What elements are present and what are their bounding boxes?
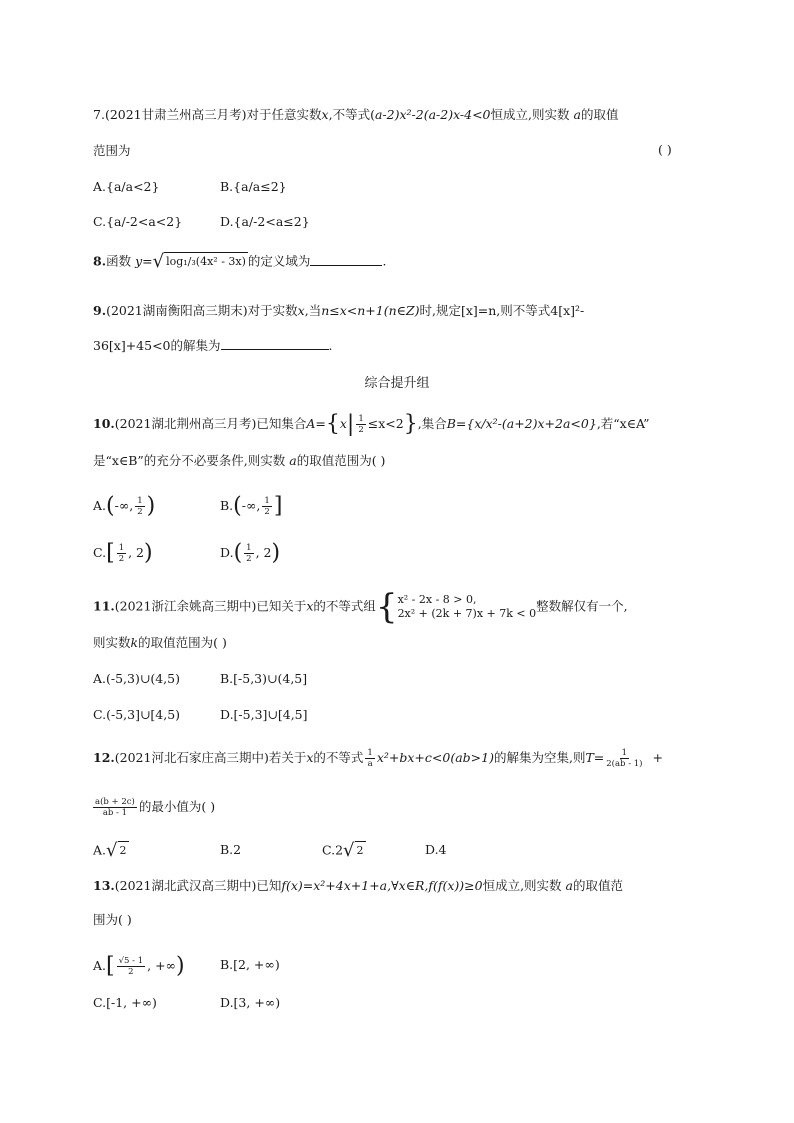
fraction-denominator: 2(ab - 1)	[606, 759, 643, 769]
q12-T: T=	[585, 750, 605, 765]
q13-options-row2	[93, 994, 281, 1012]
q13-var: a	[565, 878, 573, 893]
q11-number: 11.	[93, 598, 115, 614]
q12-fraction-2	[606, 748, 642, 769]
q10-option-a-fraction	[135, 496, 144, 517]
fraction-numerator: 1	[246, 543, 252, 553]
q10-setB: B={x/x²-(a+2)x+2a<0}	[446, 416, 597, 431]
q13-option-a-label: A.	[93, 958, 107, 973]
q11-text: 则实数	[93, 635, 131, 650]
q10-source: (2021湖北荆州高三月考)	[114, 416, 257, 431]
q13-option-a-fraction	[117, 956, 146, 977]
q10-option-b-label: B.	[220, 498, 234, 513]
q11-options-row2	[93, 706, 308, 724]
q9-line2	[93, 337, 333, 355]
section-title: 综合提升组	[364, 376, 430, 391]
fraction-numerator: a(b + 2c)	[95, 797, 135, 807]
q12-text: 若关于	[268, 750, 307, 765]
right-paren-icon: )	[146, 493, 156, 519]
q10-option-d-fraction	[244, 543, 253, 564]
q10-option-d-end: , 2	[255, 545, 272, 560]
q11-system	[375, 587, 537, 627]
q13-line2: 围为( )	[93, 912, 132, 927]
q12-fraction-3	[93, 797, 137, 818]
q10-option-b	[220, 493, 283, 519]
q12-text: 的不等式	[313, 750, 364, 765]
right-paren-icon: )	[144, 540, 153, 566]
q10-setA-cond: ≤x<2	[367, 416, 404, 431]
q11-text: 的取值范围为( )	[138, 635, 227, 650]
left-paren-icon: (	[233, 493, 242, 519]
fraction-denominator: a	[367, 759, 373, 769]
q9-line1	[93, 302, 584, 320]
q7-line2: 范围为	[93, 143, 131, 158]
q8-answer-blank	[310, 253, 382, 266]
q12-options	[93, 840, 447, 861]
left-paren-icon: (	[233, 540, 243, 566]
q12-option-a-label: A.	[93, 842, 107, 858]
left-paren-icon: (	[106, 493, 115, 519]
q7-option-b: B.{a/a≤2}	[220, 179, 287, 194]
q9-var: x	[297, 303, 305, 318]
q11-text: 的不等式组	[313, 598, 376, 614]
q10-var: a	[289, 453, 297, 468]
sqrt-icon: √	[343, 840, 355, 861]
q13-option-d: D.[3, +∞)	[220, 995, 281, 1010]
right-paren-icon: )	[271, 540, 281, 566]
q9-text: ,当	[304, 303, 322, 318]
q12-option-a-sqrt	[106, 841, 128, 861]
q13-number: 13.	[93, 878, 115, 893]
q10-option-c-label: C.	[93, 545, 107, 560]
q13-source: (2021湖北武汉高三期中)	[114, 878, 257, 893]
q7-text: ,不等式(	[328, 107, 375, 122]
q13-line1	[93, 877, 623, 895]
q8-line	[93, 252, 386, 272]
q10-line1	[93, 411, 650, 437]
q8-sqrt	[153, 252, 248, 272]
q10-setA-var: x	[339, 416, 347, 431]
q7-line1	[93, 106, 618, 124]
q10-option-d-label: D.	[220, 545, 234, 560]
q9-text: 对于实数	[247, 303, 298, 318]
q11-option-d: D.[-5,3]∪[4,5]	[220, 707, 308, 722]
q9-condition: n≤x<n+1(n∈Z)	[321, 303, 420, 318]
q9-source: (2021湖南衡阳高三期末)	[106, 303, 248, 318]
q12-inequality: x²+bx+c<0(ab>1)	[376, 750, 494, 765]
q11-option-c: C.(-5,3]∪[4,5)	[93, 707, 181, 722]
q10-options-row2	[93, 540, 281, 566]
q7-option-d: D.{a/-2<a≤2}	[220, 214, 310, 229]
q7-var: a	[573, 107, 581, 122]
q10-option-b-body: -∞,	[241, 498, 261, 513]
q9-number: 9.	[93, 303, 107, 318]
q7-options-row2	[93, 213, 310, 231]
q11-option-b: B.[-5,3)∪(4,5]	[220, 671, 308, 686]
q8-text: 的定义域为	[247, 253, 311, 269]
q12-number: 12.	[93, 750, 115, 765]
q7-answer-paren: ( )	[658, 142, 672, 157]
q12-line2	[93, 797, 215, 818]
q7-text: 对于任意实数	[246, 107, 322, 122]
q12-option-a-radicand: 2	[118, 841, 129, 861]
q12-fraction-1	[365, 748, 374, 769]
q10-options-row1	[93, 493, 283, 519]
q11-text: 整数解仅有一个,	[536, 598, 628, 614]
fraction-denominator: ab - 1	[102, 808, 128, 818]
q7-number: 7.	[93, 107, 105, 122]
q8-number: 8.	[93, 253, 107, 269]
q11-line2	[93, 634, 227, 652]
q10-text: ,若“x∈A”	[596, 416, 650, 431]
left-bracket-icon: [	[106, 540, 115, 566]
q11-text: 已知关于	[256, 598, 307, 614]
right-brace-icon: }	[403, 411, 418, 437]
q12-option-c	[322, 841, 366, 861]
q11-options-row1	[93, 670, 308, 688]
q7-text: 的取值	[580, 107, 619, 122]
q12-line1	[93, 748, 663, 769]
q12-plus: +	[652, 750, 663, 765]
q10-setA-fraction	[356, 414, 365, 435]
q10-text: 已知集合	[256, 416, 307, 431]
fraction-denominator: 2	[128, 967, 134, 977]
q9-text: 的解集为	[170, 338, 221, 353]
q9-answer-blank	[221, 337, 329, 350]
fraction-numerator: 1	[621, 748, 628, 758]
sqrt-icon: √	[106, 840, 118, 861]
q12-option-c-sqrt	[343, 841, 365, 861]
q13-text: 恒成立,则实数	[482, 878, 562, 893]
divider-bar-icon: |	[346, 411, 355, 437]
q12-option-c-label: C.2	[322, 842, 344, 858]
fraction-denominator: 2	[118, 554, 125, 564]
right-bracket-icon: ]	[273, 493, 283, 519]
q13-option-c: C.[-1, +∞)	[93, 995, 157, 1010]
q12-option-d: D.4	[425, 842, 447, 857]
q12-text: 的解集为空集,则	[493, 750, 586, 765]
q12-source: (2021河北石家庄高三期中)	[114, 750, 269, 765]
q13-option-a-end: , +∞	[147, 958, 176, 973]
fraction-numerator: 1	[137, 496, 143, 506]
q13-option-b: B.[2, +∞)	[220, 957, 280, 972]
q13-options-row1	[93, 953, 280, 979]
q9-end: .	[328, 338, 333, 353]
q12-option-c-radicand: 2	[355, 841, 366, 861]
q10-option-a-body: -∞,	[114, 498, 134, 513]
q8-end: .	[382, 253, 387, 269]
q11-source: (2021浙江余姚高三期中)	[114, 598, 257, 614]
fraction-numerator: √5 - 1	[118, 956, 144, 966]
q13-text: 的取值范	[573, 878, 624, 893]
fraction-numerator: 1	[367, 748, 373, 758]
fraction-numerator: 1	[118, 543, 125, 553]
fraction-numerator: 1	[358, 414, 364, 424]
q10-option-c-fraction	[117, 543, 126, 564]
q10-option-c-end: , 2	[128, 545, 145, 560]
fraction-numerator: 1	[264, 496, 270, 506]
q12-var: x	[306, 750, 314, 765]
q11-option-a: A.(-5,3)∪(4,5)	[93, 671, 180, 686]
left-brace-icon: {	[375, 587, 398, 627]
q12-text: 的最小值为( )	[138, 799, 216, 814]
q11-var: x	[306, 598, 314, 614]
fraction-denominator: 2	[264, 507, 270, 517]
q12-option-b: B.2	[220, 842, 242, 857]
q10-number: 10.	[93, 416, 115, 431]
q10-option-d	[220, 540, 281, 566]
q11-row1: x² - 2x - 8 > 0,	[397, 593, 477, 606]
q10-line2	[93, 452, 385, 470]
q7-var: x	[321, 107, 329, 122]
q10-text: 的取值范围为( )	[296, 453, 386, 468]
q10-text: ,集合	[417, 416, 447, 431]
q7-source: (2021甘肃兰州高三月考)	[104, 107, 247, 122]
q10-text: 是“x∈B”的充分不必要条件,则实数	[93, 453, 286, 468]
q13-text: 已知	[256, 878, 282, 893]
fraction-denominator: 2	[137, 507, 143, 517]
q11-var: k	[130, 635, 139, 650]
q7-option-a: A.{a/a<2}	[93, 179, 160, 194]
q10-setA: A=	[306, 416, 326, 431]
q10-option-a-label: A.	[93, 498, 107, 513]
q11-line1	[93, 587, 628, 627]
q9-text: 时,规定[x]=n,则不等式4[x]²-	[419, 303, 585, 318]
q7-options-row1	[93, 178, 287, 196]
q8-text: 函数	[106, 253, 132, 269]
q7-text: 恒成立,则实数	[490, 107, 570, 122]
fraction-denominator: 2	[246, 554, 252, 564]
q7-option-c: C.{a/-2<a<2}	[93, 214, 183, 229]
left-brace-icon: {	[325, 411, 340, 437]
left-bracket-icon: [	[106, 953, 115, 979]
q10-option-b-fraction	[262, 496, 271, 517]
fraction-denominator: 2	[358, 425, 364, 435]
q9-inequality: 36[x]+45<0	[93, 338, 171, 353]
sqrt-icon: √	[152, 251, 165, 272]
q8-radicand: log₁/₃(4x² - 3x)	[164, 252, 248, 272]
q13-function: f(x)=x²+4x+1+a,∀x∈R,f(f(x))≥0	[281, 878, 483, 893]
q7-expression: a-2)x²-2(a-2)x-4<0	[374, 107, 491, 122]
q11-row2: 2x² + (2k + 7)x + 7k < 0	[397, 607, 537, 620]
right-paren-icon: )	[175, 953, 185, 979]
q8-var: y=	[135, 253, 153, 269]
